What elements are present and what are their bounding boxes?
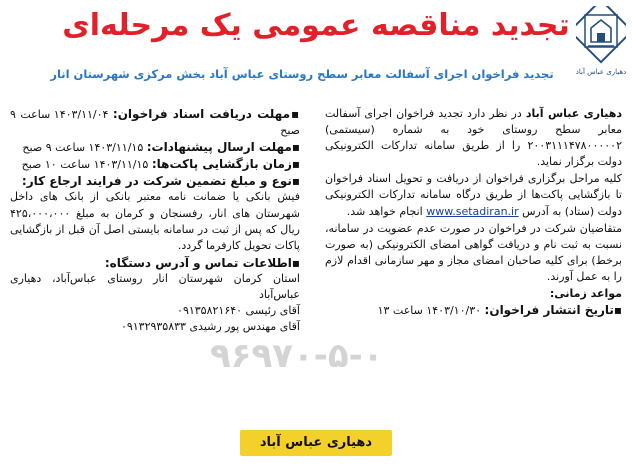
bid-deadline-label: ▪مهلت ارسال پیشنهادات: xyxy=(146,140,300,155)
issuer-name: دهیاری عباس آباد xyxy=(525,107,622,120)
watermark-text: ۹۶۹۷۰-۵-۰ xyxy=(210,336,384,376)
publish-date-row xyxy=(325,302,622,319)
notice-column-right xyxy=(325,106,622,319)
doc-deadline-value: ۱۴۰۳/۱۱/۰۴ ساعت ۹ صبح xyxy=(10,108,300,138)
contact-address: استان کرمان شهرستان انار روستای عباس‌آباد، دهیاری عباس‌آباد xyxy=(10,271,300,302)
process-text-2: انجام خواهد شد. xyxy=(346,204,427,218)
bid-deadline-value: ۱۴۰۳/۱۱/۱۵ ساعت ۹ صبح xyxy=(22,141,147,155)
guarantee-text: فیش بانکی یا ضمانت نامه معتبر بانکی از بانک های داخل شهرستان های انار، رفسنجان و کرمان به مبلغ ۴۲۵،۰۰۰،۰۰۰ ریال که پس از ثبت در سامانه بایستی اصل آن قبل از بازگشایی پاکات تحویل کارفرما گردد. xyxy=(10,190,300,252)
publish-date-value: ۱۴۰۳/۱۰/۳۰ ساعت ۱۳ xyxy=(377,304,485,318)
process-text-1: کلیه مراحل برگزاری فراخوان از دریافت و تحویل اسناد فراخوان تا بازگشایی پاکت‌ها از طریق درگاه سامانه تدارکات الکترونیکی دولت (ستاد) به آدرس xyxy=(325,172,622,218)
organization-logo-icon xyxy=(576,6,626,68)
logo-caption: دهیاری عباس آباد xyxy=(575,68,627,76)
publish-date-label: ▪تاریخ انتشار فراخوان: xyxy=(484,303,622,318)
setad-link[interactable]: www.setadiran.ir xyxy=(426,204,519,218)
opening-time-value: ۱۴۰۳/۱۱/۱۵ ساعت ۱۰ صبح xyxy=(21,158,152,172)
bid-deadline-row xyxy=(10,139,300,156)
intro-paragraph xyxy=(325,106,622,170)
contact-person-2: آقای مهندس پور رشیدی ۰۹۱۳۲۹۳۵۸۳۳ xyxy=(120,320,300,334)
footer-issuer-badge: دهیاری عباس آباد xyxy=(240,430,392,456)
doc-deadline-row xyxy=(10,106,300,139)
doc-deadline-label: ▪مهلت دریافت اسناد فراخوان: xyxy=(112,107,300,121)
opening-time-row xyxy=(10,156,300,173)
process-paragraph xyxy=(325,171,622,219)
intro-text: در نظر دارد تجدید فراخوان اجرای آسفالت معابر سطح روستای خود به شماره (سیستمی) ۲۰۰۳۱۱۱۴۷۸۰۰۰۰۰۲ را از طریق سامانه تدارکات الکترونیکی دولت برگزار نماید. xyxy=(325,107,622,169)
contact-person-1: آقای رئیسی ۰۹۱۳۵۸۲۱۶۴۰ xyxy=(177,304,300,318)
dates-heading: مواعد زمانی: xyxy=(549,287,622,301)
guarantee-label: ▪نوع و مبلغ تضمین شرکت در فرایند ارجاع کار: xyxy=(21,174,300,189)
opening-time-label: ▪زمان بازگشایی پاکت‌ها: xyxy=(151,157,300,172)
registration-paragraph: متقاضیان شرکت در فراخوان در صورت عدم عضویت در سامانه، نسبت به ثبت نام و دریافت گواهی امضای الکترونیکی (به صورت برخط) برای کلیه صاحبان امضای مجاز و مهر سازمانی اقدام لازم را به عمل آورند. xyxy=(325,221,622,283)
notice-subtitle: تجدید فراخوان اجرای آسفالت معابر سطح روستای عباس آباد بخش مرکزی شهرستان انار xyxy=(50,67,554,81)
contact-label: ▪اطلاعات تماس و آدرس دستگاه: xyxy=(104,255,300,270)
notice-title: تجدید مناقصه عمومی یک مرحله‌ای xyxy=(62,8,570,43)
notice-column-left xyxy=(10,106,300,335)
